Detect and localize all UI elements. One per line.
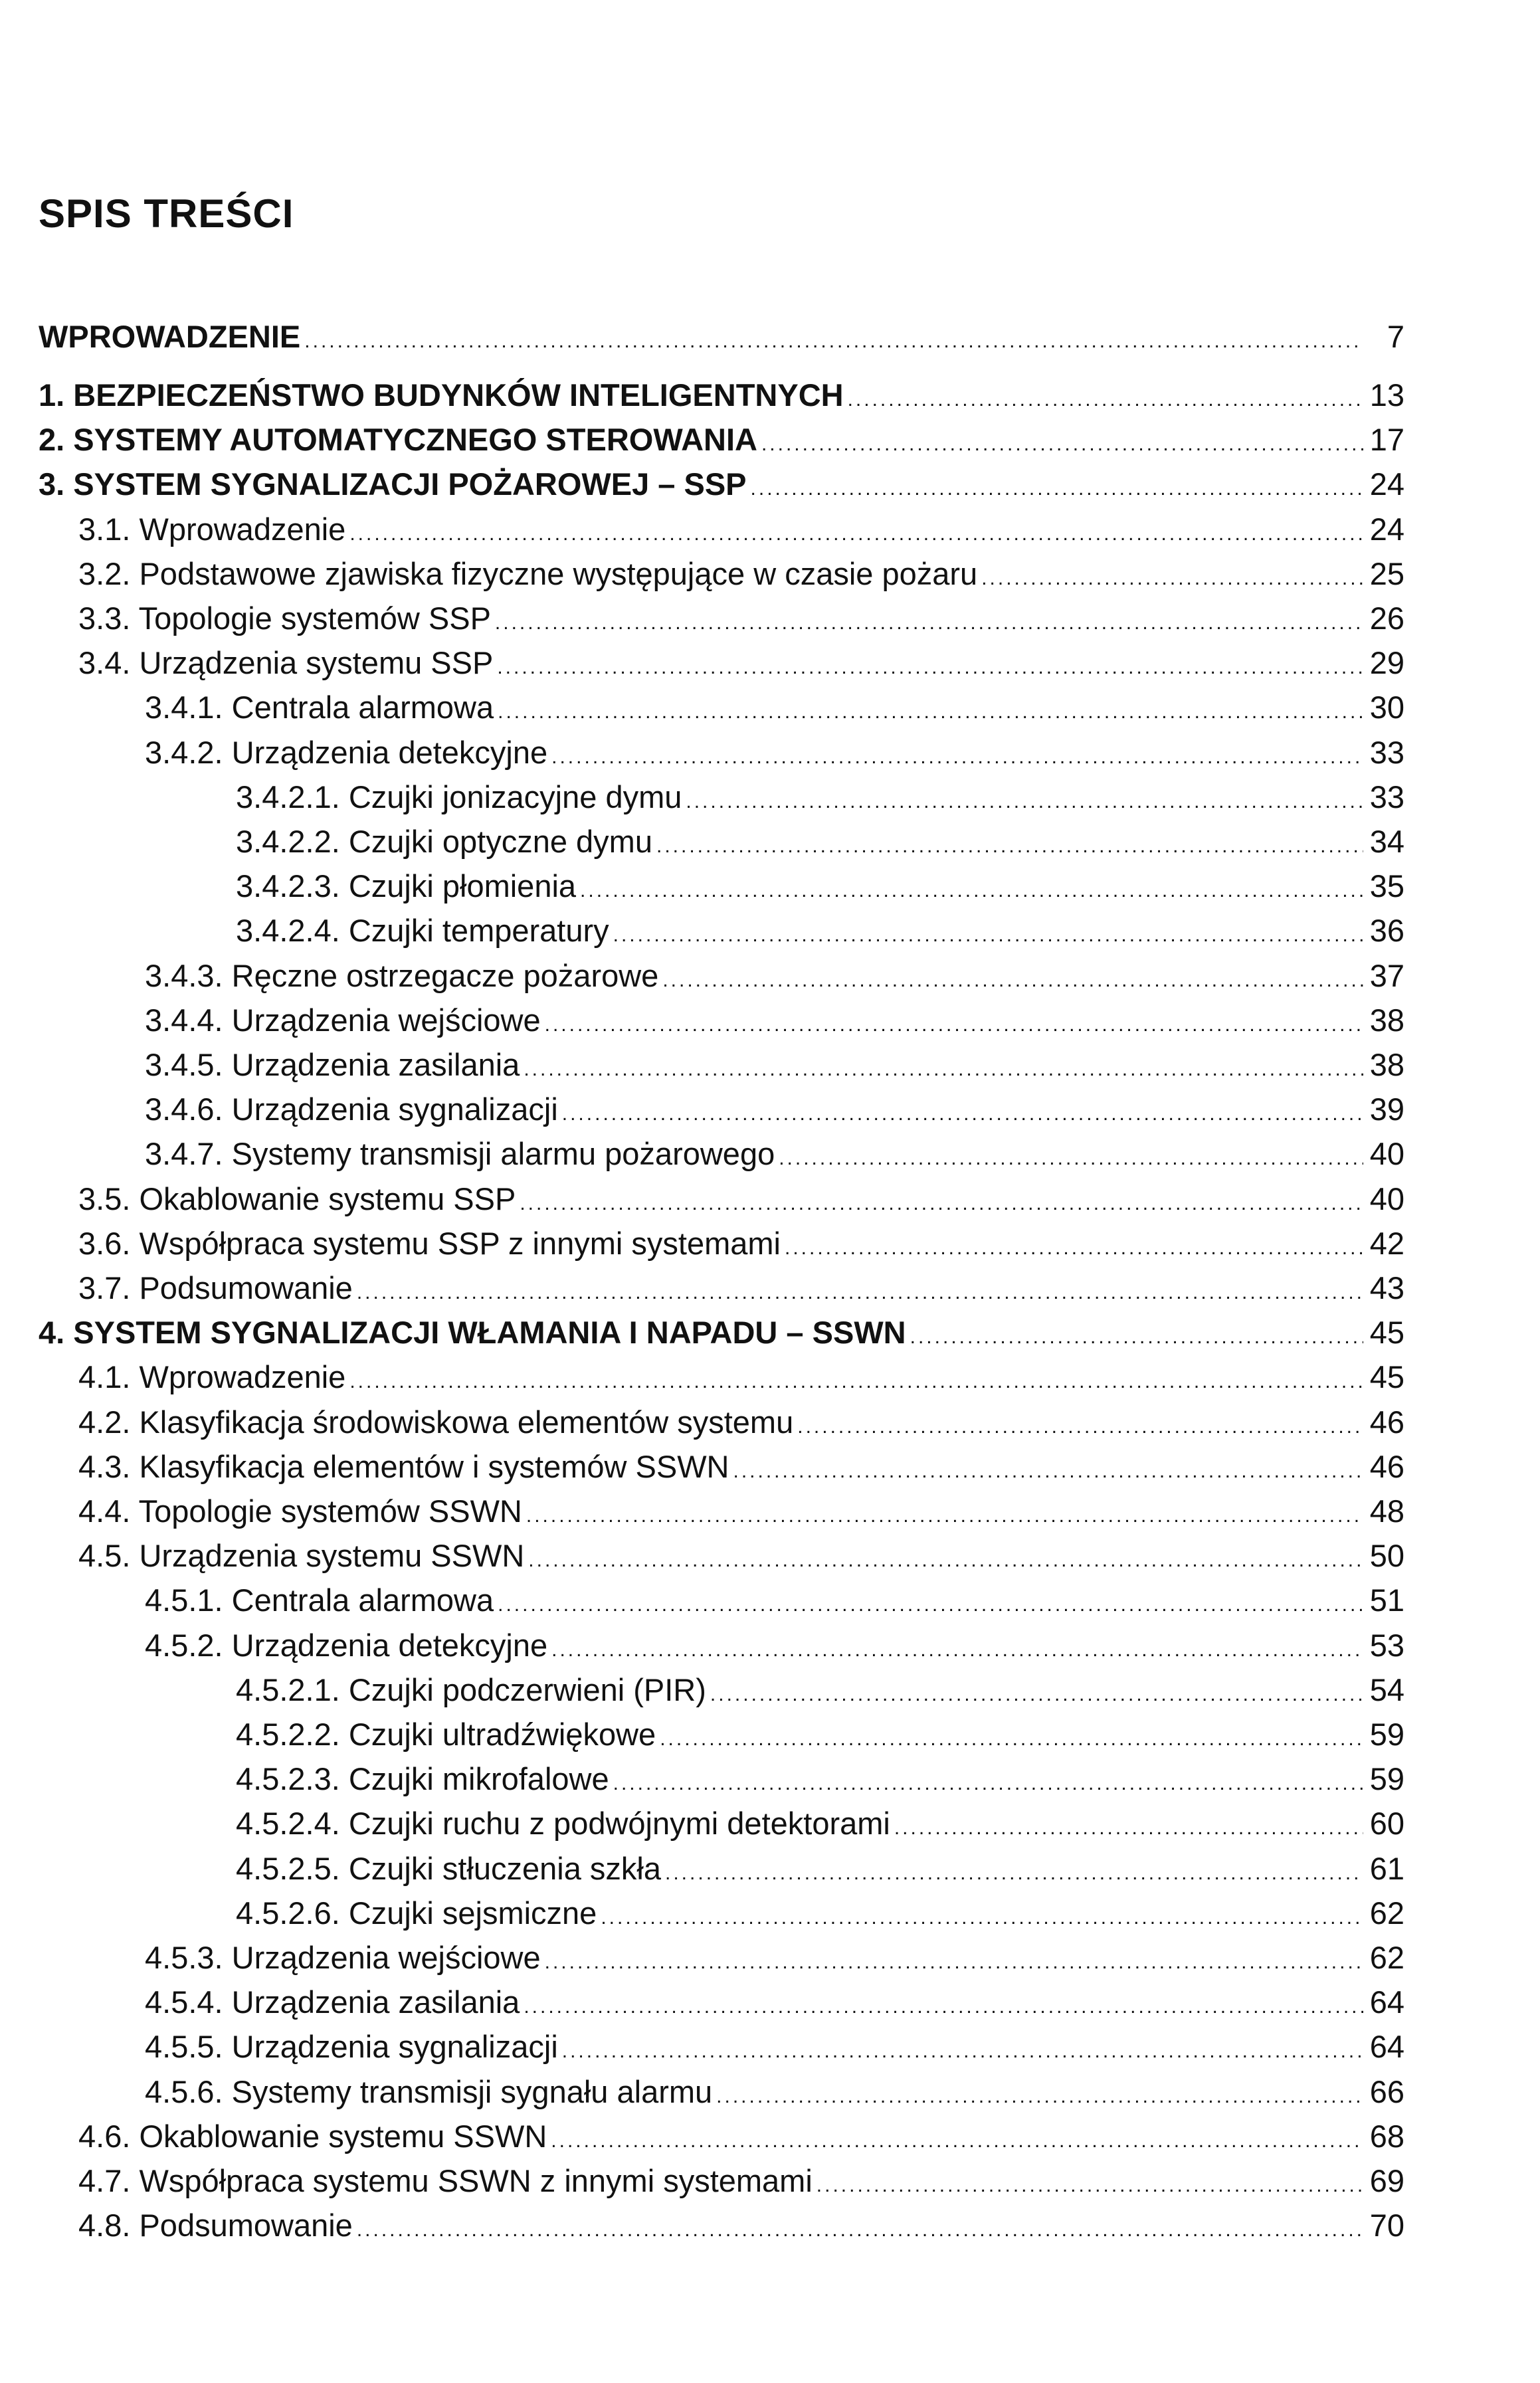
toc-entry — [0, 1090, 1404, 1133]
toc-entry-label: 3.6. Współpraca systemu SSP z innymi systemami — [78, 1226, 781, 1261]
toc-leader-dots — [601, 1899, 1363, 1937]
toc-entry — [0, 465, 1404, 508]
toc-entry-page: 45 — [1369, 1315, 1404, 1350]
toc-leader-dots — [545, 1006, 1363, 1044]
toc-entry-label: 3.4.5. Urządzenia zasilania — [145, 1047, 520, 1082]
toc-entry-label: 4.5.2.1. Czujki podczerwieni (PIR) — [236, 1672, 706, 1707]
toc-entry — [0, 778, 1404, 821]
toc-leader-dots — [817, 2166, 1363, 2205]
toc-entry-label: 4.5.3. Urządzenia wejściowe — [145, 1940, 541, 1975]
toc-entry — [0, 1626, 1404, 1669]
toc-leader-dots — [656, 827, 1363, 866]
page-title: SPIS TREŚCI — [39, 191, 294, 237]
toc-entry — [0, 510, 1404, 553]
toc-entry-label: 3.4.4. Urządzenia wejściowe — [145, 1002, 541, 1038]
toc-entry-page: 64 — [1369, 1984, 1404, 2020]
toc-entry — [0, 1224, 1404, 1268]
toc-leader-dots — [524, 1050, 1363, 1089]
toc-entry-page: 13 — [1369, 377, 1404, 413]
toc-entry-label: 4.5.6. Systemy transmisji sygnału alarmu — [145, 2074, 713, 2109]
toc-entry-page: 59 — [1369, 1761, 1404, 1796]
toc-entry — [0, 2028, 1404, 2071]
toc-entry-page: 34 — [1369, 824, 1404, 859]
toc-entry — [0, 555, 1404, 598]
toc-entry-label: 4.5.2.6. Czujki sejsmiczne — [236, 1895, 597, 1931]
toc-entry-label: 3.4.3. Ręczne ostrzegacze pożarowe — [145, 958, 659, 993]
toc-entry-page: 38 — [1369, 1047, 1404, 1082]
toc-entry-label: 4.5.2.2. Czujki ultradźwiękowe — [236, 1717, 656, 1752]
toc-entry — [0, 376, 1404, 419]
toc-entry — [0, 1983, 1404, 2026]
toc-entry — [0, 1760, 1404, 1803]
toc-leader-dots — [349, 515, 1363, 553]
toc-leader-dots — [716, 2077, 1363, 2116]
toc-entry — [0, 2206, 1404, 2249]
toc-entry-page: 62 — [1369, 1940, 1404, 1975]
toc-entry-page: 66 — [1369, 2074, 1404, 2109]
toc-entry — [0, 1046, 1404, 1089]
toc-entry-page: 53 — [1369, 1628, 1404, 1663]
toc-entry-label: 4.3. Klasyfikacja elementów i systemów SSWN — [78, 1449, 729, 1484]
toc-entry — [0, 1492, 1404, 1535]
toc-leader-dots — [797, 1408, 1363, 1446]
toc-entry-label: 3.1. Wprowadzenie — [78, 512, 346, 547]
toc-entry-label: 4.7. Współpraca systemu SSWN z innymi systemami — [78, 2163, 813, 2198]
toc-entry-page: 42 — [1369, 1226, 1404, 1261]
toc-entry-label: 4.5.2.4. Czujki ruchu z podwójnymi detektorami — [236, 1806, 890, 1841]
toc-entry-page: 35 — [1369, 868, 1404, 904]
toc-entry-label: 4.5. Urządzenia systemu SSWN — [78, 1538, 525, 1573]
toc-leader-dots — [304, 322, 1363, 361]
toc-entry-label: 3.5. Okablowanie systemu SSP — [78, 1181, 516, 1216]
toc-leader-dots — [524, 1988, 1363, 2026]
toc-entry-page: 30 — [1369, 690, 1404, 725]
toc-entry — [0, 1269, 1404, 1312]
toc-leader-dots — [910, 1318, 1363, 1357]
toc-leader-dots — [498, 693, 1363, 731]
toc-leader-dots — [662, 961, 1363, 1000]
toc-entry — [0, 1894, 1404, 1937]
toc-entry — [0, 688, 1404, 731]
toc-entry-page: 39 — [1369, 1092, 1404, 1127]
toc-entry-page: 24 — [1369, 466, 1404, 502]
toc-leader-dots — [498, 1586, 1363, 1624]
toc-entry-label: 3.4.2. Urządzenia detekcyjne — [145, 735, 548, 770]
toc-entry-page: 43 — [1369, 1270, 1404, 1305]
toc-entry — [0, 1180, 1404, 1223]
toc-entry-label: 4.2. Klasyfikacja środowiskowa elementów systemu — [78, 1404, 794, 1440]
toc-entry — [0, 421, 1404, 464]
toc-leader-dots — [894, 1809, 1363, 1848]
toc-entry — [0, 822, 1404, 866]
toc-entry-label: 4.5.2. Urządzenia detekcyjne — [145, 1628, 548, 1663]
toc-leader-dots — [349, 1363, 1363, 1401]
toc-entry-page: 46 — [1369, 1449, 1404, 1484]
toc-entry-page: 60 — [1369, 1806, 1404, 1841]
toc-entry-page: 64 — [1369, 2029, 1404, 2064]
toc-entry-page: 50 — [1369, 1538, 1404, 1573]
toc-entry-label: 1. BEZPIECZEŃSTWO BUDYNKÓW INTELIGENTNYCH — [39, 377, 844, 413]
toc-leader-dots — [660, 1720, 1363, 1759]
toc-entry-page: 33 — [1369, 779, 1404, 814]
toc-entry — [0, 1313, 1404, 1357]
toc-entry-label: 4.1. Wprowadzenie — [78, 1359, 346, 1394]
toc-entry — [0, 1135, 1404, 1178]
toc-entry-page: 17 — [1369, 422, 1404, 457]
toc-entry-page: 7 — [1387, 319, 1404, 354]
toc-leader-dots — [761, 425, 1363, 464]
toc-leader-dots — [562, 1095, 1363, 1133]
toc-entry-page: 68 — [1369, 2119, 1404, 2154]
toc-entry — [0, 1001, 1404, 1044]
toc-entry-label: 2. SYSTEMY AUTOMATYCZNEGO STEROWANIA — [39, 422, 757, 457]
toc-entry — [0, 1537, 1404, 1580]
toc-leader-dots — [785, 1229, 1363, 1268]
toc-leader-dots — [613, 1764, 1363, 1803]
toc-leader-dots — [551, 1631, 1363, 1669]
toc-entry — [0, 318, 1404, 361]
toc-entry-label: 4.4. Topologie systemów SSWN — [78, 1493, 522, 1529]
toc-entry-page: 33 — [1369, 735, 1404, 770]
toc-entry-label: 3. SYSTEM SYGNALIZACJI POŻAROWEJ – SSP — [39, 466, 747, 502]
toc-leader-dots — [710, 1675, 1363, 1714]
toc-entry — [0, 1671, 1404, 1714]
toc-leader-dots — [686, 783, 1363, 821]
toc-entry-label: 3.4.2.1. Czujki jonizacyjne dymu — [236, 779, 682, 814]
toc-leader-dots — [357, 1274, 1363, 1312]
toc-entry-page: 59 — [1369, 1717, 1404, 1752]
toc-leader-dots — [613, 916, 1363, 955]
toc-entry-page: 70 — [1369, 2208, 1404, 2243]
toc-entry-label: 3.4.1. Centrala alarmowa — [145, 690, 494, 725]
toc-leader-dots — [528, 1541, 1363, 1580]
toc-entry — [0, 911, 1404, 955]
toc-leader-dots — [562, 2032, 1363, 2071]
toc-leader-dots — [981, 559, 1363, 598]
toc-leader-dots — [848, 381, 1363, 419]
toc-entry-page: 36 — [1369, 913, 1404, 948]
toc-entry-page: 38 — [1369, 1002, 1404, 1038]
toc-leader-dots — [580, 872, 1363, 910]
toc-leader-dots — [551, 738, 1363, 777]
toc-entry-label: 3.7. Podsumowanie — [78, 1270, 353, 1305]
toc-entry — [0, 957, 1404, 1000]
toc-entry-label: 3.4.7. Systemy transmisji alarmu pożarowego — [145, 1136, 775, 1171]
toc-entry-page: 46 — [1369, 1404, 1404, 1440]
toc-leader-dots — [520, 1185, 1363, 1223]
toc-entry-label: 3.4.2.4. Czujki temperatury — [236, 913, 609, 948]
toc-entry-page: 40 — [1369, 1136, 1404, 1171]
toc-entry-page: 24 — [1369, 512, 1404, 547]
toc-entry — [0, 1403, 1404, 1446]
toc-leader-dots — [665, 1854, 1363, 1893]
toc-entry — [0, 2117, 1404, 2160]
toc-entry — [0, 1358, 1404, 1401]
toc-entry — [0, 1715, 1404, 1759]
toc-entry-label: 3.4.6. Urządzenia sygnalizacji — [145, 1092, 558, 1127]
toc-entry-page: 61 — [1369, 1851, 1404, 1886]
toc-entry-label: 3.4.2.3. Czujki płomienia — [236, 868, 577, 904]
toc-entry-page: 25 — [1369, 556, 1404, 591]
toc-entry — [0, 1939, 1404, 1982]
toc-entry-page: 45 — [1369, 1359, 1404, 1394]
toc-entry-label: 3.3. Topologie systemów SSP — [78, 601, 491, 636]
toc-entry — [0, 2162, 1404, 2205]
toc-entry — [0, 1850, 1404, 1893]
toc-entry — [0, 1804, 1404, 1848]
toc-entry-page: 62 — [1369, 1895, 1404, 1931]
toc-entry-label: 3.4. Urządzenia systemu SSP — [78, 645, 494, 680]
toc-entry-page: 37 — [1369, 958, 1404, 993]
toc-entry — [0, 867, 1404, 910]
toc-entry-page: 54 — [1369, 1672, 1404, 1707]
toc-entry-label: 4.5.1. Centrala alarmowa — [145, 1582, 494, 1618]
toc-entry-page: 51 — [1369, 1582, 1404, 1618]
toc-entry — [0, 1448, 1404, 1491]
toc-entry-label: 4.5.4. Urządzenia zasilania — [145, 1984, 520, 2020]
toc-entry-page: 29 — [1369, 645, 1404, 680]
toc-entry-label: 4.8. Podsumowanie — [78, 2208, 353, 2243]
toc-entry — [0, 644, 1404, 687]
toc-leader-dots — [526, 1497, 1363, 1535]
toc-entry-page: 69 — [1369, 2163, 1404, 2198]
toc-entry-page: 40 — [1369, 1181, 1404, 1216]
toc-entry-label: 4. SYSTEM SYGNALIZACJI WŁAMANIA I NAPADU – SSWN — [39, 1315, 906, 1350]
toc-leader-dots — [357, 2211, 1363, 2249]
toc-entry-label: 3.4.2.2. Czujki optyczne dymu — [236, 824, 652, 859]
toc-entry — [0, 1581, 1404, 1624]
toc-entry — [0, 733, 1404, 777]
toc-leader-dots — [495, 604, 1363, 642]
toc-entry — [0, 2073, 1404, 2116]
toc-entry-label: WPROWADZENIE — [39, 319, 301, 354]
toc-entry-label: 3.2. Podstawowe zjawiska fizyczne występujące w czasie pożaru — [78, 556, 978, 591]
toc-leader-dots — [545, 1943, 1363, 1982]
toc-entry-page: 26 — [1369, 601, 1404, 636]
toc-entry-label: 4.5.5. Urządzenia sygnalizacji — [145, 2029, 558, 2064]
toc-leader-dots — [779, 1139, 1363, 1178]
toc-entry-label: 4.5.2.3. Czujki mikrofalowe — [236, 1761, 609, 1796]
toc-leader-dots — [551, 2122, 1363, 2160]
toc-leader-dots — [497, 648, 1363, 687]
toc-leader-dots — [751, 470, 1363, 508]
toc-entry-label: 4.5.2.5. Czujki stłuczenia szkła — [236, 1851, 662, 1886]
toc-leader-dots — [733, 1452, 1364, 1491]
toc-entry-page: 48 — [1369, 1493, 1404, 1529]
toc-entry-label: 4.6. Okablowanie systemu SSWN — [78, 2119, 547, 2154]
toc-entry — [0, 599, 1404, 642]
